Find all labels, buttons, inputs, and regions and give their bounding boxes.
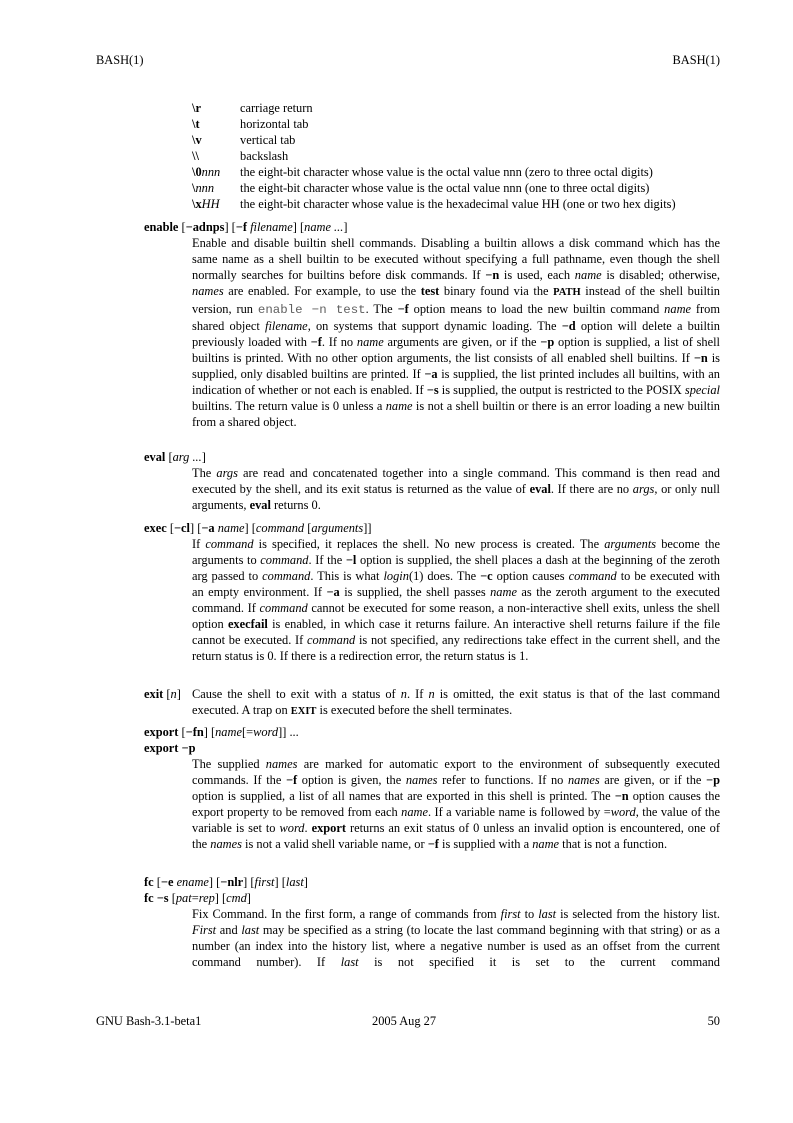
escape-code: \nnn (192, 181, 215, 195)
header-left: BASH(1) (96, 53, 144, 67)
escape-description: the eight-bit character whose value is the hexadecimal value HH (one or two hex digits) (240, 197, 676, 211)
footer-version: GNU Bash-3.1-beta1 (96, 1014, 202, 1028)
escape-code: \t (192, 117, 200, 131)
escape-row (192, 148, 676, 164)
escape-description: horizontal tab (240, 117, 309, 131)
builtin-entry-enable (144, 219, 720, 430)
synopsis-enable: enable [−adnps] [−f filename] [name ...] (144, 220, 348, 234)
escape-code: \r (192, 101, 201, 115)
escape-row (192, 100, 676, 116)
description-exit: Cause the shell to exit with a status of n. If n is omitted, the exit status is that of the last command executed. A trap on EXIT is executed before the shell terminates. (192, 687, 720, 717)
escape-code: \\ (192, 149, 199, 163)
escape-row (192, 132, 676, 148)
page-number: 50 (707, 1014, 720, 1028)
footer-date: 2005 Aug 27 (372, 1014, 437, 1028)
escape-sequence-table (192, 100, 676, 212)
builtin-entry-fc (144, 874, 720, 970)
escape-description: carriage return (240, 101, 313, 115)
escape-row (192, 196, 676, 212)
escape-row (192, 116, 676, 132)
escape-description: the eight-bit character whose value is the octal value nnn (zero to three octal digits) (240, 165, 653, 179)
builtin-entry-exec (144, 520, 720, 664)
synopsis-export-p: export −p (144, 741, 196, 755)
synopsis-exec: exec [−cl] [−a name] [command [arguments]] (144, 521, 372, 535)
description-fc: Fix Command. In the first form, a range of commands from first to last is selected from the history list. First and last may be specified as a string (to locate the last command beginning with that string) or as a number (an index into the history list, where a negative number is used as an offset from the current command number). If last is not specified it is set to the current command (192, 907, 721, 969)
synopsis-fc: fc [−e ename] [−nlr] [first] [last] (144, 875, 308, 889)
builtin-entry-eval (144, 449, 720, 513)
escape-description: vertical tab (240, 133, 296, 147)
builtin-entry-exit (144, 686, 720, 718)
escape-code: \v (192, 133, 202, 147)
header-right: BASH(1) (672, 53, 720, 67)
builtin-entry-export (144, 724, 720, 852)
description-exec: If command is specified, it replaces the shell. No new process is created. The arguments become the arguments to command. If the −l option is supplied, the shell places a dash at the beginning of the zeroth arg passed to command. This is what login(1) does. The −c option causes command to be executed with an empty environment. If −a is supplied, the shell passes name as the zeroth argument to the executed command. If command cannot be executed for some reason, a non-interactive shell exits, unless the shell option execfail is enabled, in which case it returns failure. An interactive shell returns failure if the file cannot be executed. If command is not specified, any redirections take effect in the current shell, and the return status is 0. If there is a redirection error, the return status is 1. (192, 537, 721, 663)
escape-description: the eight-bit character whose value is the octal value nnn (one to three octal digits) (240, 181, 650, 195)
description-enable: Enable and disable builtin shell commands. Disabling a builtin allows a disk command which has the same name as a shell builtin to be executed without specifying a full pathname, even though the shell normally searches for builtins before disk commands. If −n is used, each name is disabled; otherwise, names are enabled. For example, to use the test binary found via the PATH instead of the shell builtin version, run enable −n test. The −f option means to load the new builtin command name from shared object filename, on systems that support dynamic loading. The −d option will delete a builtin previously loaded with −f. If no name arguments are given, or if the −p option is supplied, a list of shell builtins is printed. With no other option arguments, the list consists of all enabled shell builtins. If −n is supplied, only disabled builtins are printed. If −a is supplied, the list printed includes all builtins, with an indication of whether or not each is enabled. If −s is supplied, the output is restricted to the POSIX special builtins. The return value is 0 unless a name is not a shell builtin or there is an error loading a new builtin from a shared object. (192, 236, 721, 429)
synopsis-fc-s: fc −s [pat=rep] [cmd] (144, 891, 251, 905)
synopsis-export: export [−fn] [name[=word]] ... (144, 725, 299, 739)
escape-row (192, 180, 676, 196)
escape-row (192, 164, 676, 180)
escape-code: \0nnn (192, 165, 221, 179)
escape-description: backslash (240, 149, 289, 163)
description-export: The supplied names are marked for automatic export to the environment of subsequently executed commands. If the −f option is given, the names refer to functions. If no names are given, or if the −p option is supplied, a list of all names that are exported in this shell is printed. The −n option causes the export property to be removed from each name. If a variable name is followed by =word, the value of the variable is set to word. export returns an exit status of 0 unless an invalid option is encountered, one of the names is not a valid shell variable name, or −f is supplied with a name that is not a function. (192, 757, 721, 851)
escape-code: \xHH (192, 197, 220, 211)
synopsis-eval: eval [arg ...] (144, 450, 206, 464)
description-eval: The args are read and concatenated together into a single command. This command is then read and executed by the shell, and its exit status is returned as the value of eval. If there are no args, or only null arguments, eval returns 0. (192, 466, 720, 512)
synopsis-exit: exit [n] (144, 687, 181, 701)
